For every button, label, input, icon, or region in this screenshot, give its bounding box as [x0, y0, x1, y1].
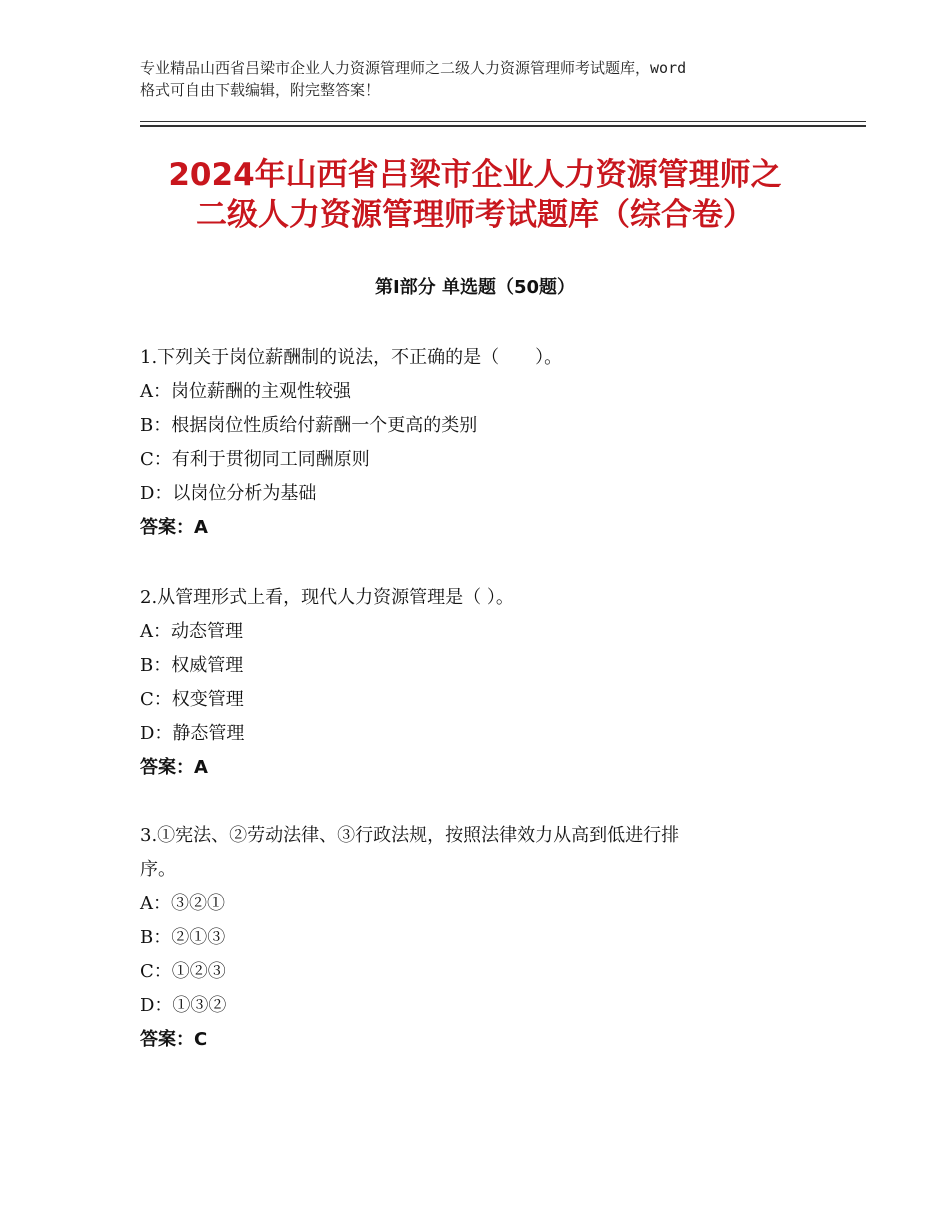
header-note-line-1: 专业精品山西省吕梁市企业人力资源管理师之二级人力资源管理师考试题库，word — [140, 59, 687, 77]
question-stem: 1.下列关于岗位薪酬制的说法，不正确的是（ ）。 — [140, 347, 563, 368]
option-c: C：有利于贯彻同工同酬原则 — [140, 449, 370, 470]
header-note-line-2: 格式可自由下载编辑，附完整答案！ — [140, 81, 381, 99]
option-c: C：权变管理 — [140, 689, 244, 710]
document-title-line-1: 2024年山西省吕梁市企业人力资源管理师之 — [168, 157, 782, 193]
option-d: D：以岗位分析为基础 — [140, 483, 317, 504]
answer: 答案：A — [140, 517, 208, 538]
question-2 — [140, 581, 820, 785]
option-b: B：根据岗位性质给付薪酬一个更高的类别 — [140, 415, 478, 436]
option-b: B：②①③ — [140, 927, 226, 948]
document-title — [100, 155, 850, 235]
option-a: A：③②① — [140, 893, 225, 914]
question-3 — [140, 819, 820, 1057]
question-stem-line-1: 3.①宪法、②劳动法律、③行政法规，按照法律效力从高到低进行排 — [140, 825, 680, 846]
option-a: A：动态管理 — [140, 621, 243, 642]
header-divider-thin — [140, 121, 866, 122]
question-stem-line-2: 序。 — [140, 859, 176, 880]
option-a: A：岗位薪酬的主观性较强 — [140, 381, 351, 402]
question-1 — [140, 341, 820, 545]
document-title-line-2: 二级人力资源管理师考试题库（综合卷） — [196, 197, 754, 233]
option-b: B：权威管理 — [140, 655, 244, 676]
option-d: D：静态管理 — [140, 723, 245, 744]
answer: 答案：C — [140, 1029, 208, 1050]
header-divider-thick — [140, 125, 866, 127]
answer: 答案：A — [140, 757, 208, 778]
option-c: C：①②③ — [140, 961, 226, 982]
section-title: 第Ⅰ部分 单选题（50题） — [374, 277, 575, 298]
question-stem: 2.从管理形式上看，现代人力资源管理是（ ）。 — [140, 587, 514, 608]
option-d: D：①③② — [140, 995, 227, 1016]
header-note — [140, 57, 840, 101]
